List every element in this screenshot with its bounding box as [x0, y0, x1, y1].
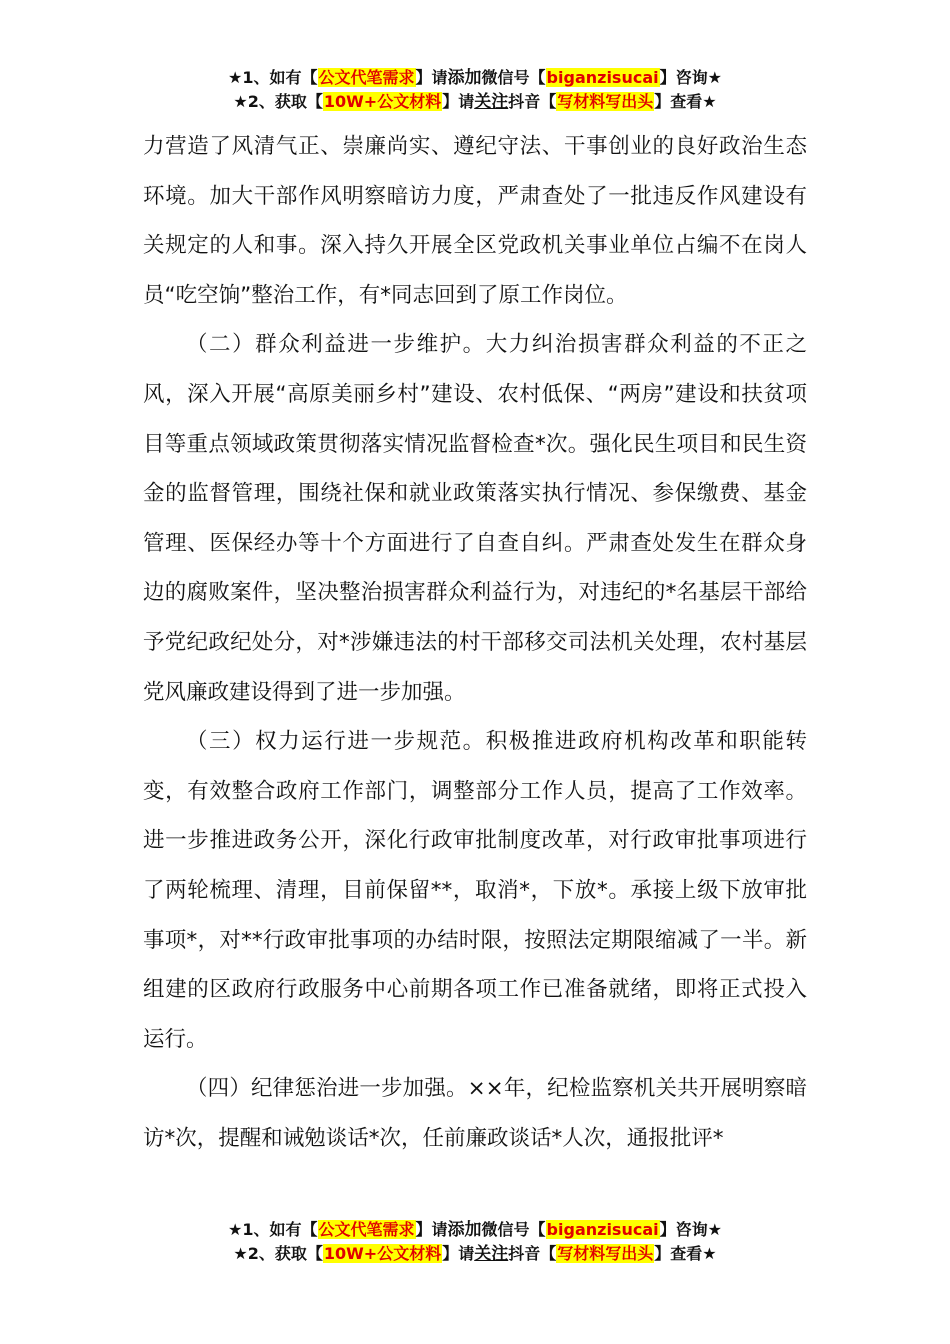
banner-emphasis: 关注: [474, 92, 509, 112]
banner-emphasis: 添加: [447, 1220, 482, 1240]
banner-text: ★1、如有【: [228, 1220, 318, 1239]
highlight-materials: 10W+公文材料: [323, 92, 442, 111]
banner-line-2: [0, 90, 950, 114]
banner-line-2: [0, 1242, 950, 1266]
paragraph-continuation: 力营造了风清气正、崇廉尚实、遵纪守法、干事创业的良好政治生态环境。加大干部作风明察暗访力度，严肃查处了一批违反作风建设有关规定的人和事。深入持久开展全区党政机关事业单位占编不在岗人员“吃空饷”整治工作，有*同志回到了原工作岗位。: [143, 134, 807, 308]
footer-banner: [0, 1218, 950, 1266]
banner-text: 】咨询★: [659, 68, 722, 87]
banner-text: 】请: [415, 68, 448, 87]
banner-line-1: [0, 1218, 950, 1242]
document-body: [143, 122, 807, 1163]
banner-text: 】查看★: [654, 92, 717, 111]
paragraph-section-4: （四）纪律惩治进一步加强。××年，纪检监察机关共开展明察暗访*次，提醒和诫勉谈话*次，任前廉政谈话*人次，通报批评*: [143, 1076, 807, 1151]
highlight-materials: 10W+公文材料: [323, 1244, 442, 1263]
banner-text: 抖音【: [508, 92, 557, 111]
header-banner: [0, 66, 950, 114]
highlight-service: 公文代笔需求: [318, 1220, 415, 1239]
banner-emphasis: 关注: [474, 1244, 509, 1264]
banner-text: 】查看★: [654, 1244, 717, 1263]
highlight-wechat-id: biganzisucai: [546, 68, 659, 87]
highlight-douyin: 写材料写出头: [557, 1244, 654, 1263]
paragraph-section-3: （三）权力运行进一步规范。积极推进政府机构改革和职能转变，有效整合政府工作部门，调整部分工作人员，提高了工作效率。进一步推进政务公开，深化行政审批制度改革，对行政审批事项进行了两轮梳理、清理，目前保留**，取消*，下放*。承接上级下放审批事项*，对**行政审批事项的办结时限，按照法定期限缩减了一半。新组建的区政府行政服务中心前期各项工作已准备就绪，即将正式投入运行。: [143, 729, 807, 1052]
banner-text: 】咨询★: [659, 1220, 722, 1239]
banner-text: ★2、获取【: [233, 1244, 323, 1263]
banner-text: ★1、如有【: [228, 68, 318, 87]
banner-text: 微信号【: [481, 1220, 546, 1239]
paragraph-section-2: （二）群众利益进一步维护。大力纠治损害群众利益的不正之风，深入开展“高原美丽乡村”建设、农村低保、“两房”建设和扶贫项目等重点领域政策贯彻落实情况监督检查*次。强化民生项目和民生资金的监督管理，围绕社保和就业政策落实执行情况、参保缴费、基金管理、医保经办等十个方面进行了自查自纠。严肃查处发生在群众身边的腐败案件，坚决整治损害群众利益行为，对违纪的*名基层干部给予党纪政纪处分，对*涉嫌违法的村干部移交司法机关处理，农村基层党风廉政建设得到了进一步加强。: [143, 332, 807, 705]
banner-text: 】请: [442, 92, 475, 111]
highlight-douyin: 写材料写出头: [557, 92, 654, 111]
banner-text: 微信号【: [481, 68, 546, 87]
banner-emphasis: 添加: [447, 68, 482, 88]
banner-line-1: [0, 66, 950, 90]
banner-text: 】请: [442, 1244, 475, 1263]
banner-text: 抖音【: [508, 1244, 557, 1263]
banner-text: 】请: [415, 1220, 448, 1239]
banner-text: ★2、获取【: [233, 92, 323, 111]
highlight-service: 公文代笔需求: [318, 68, 415, 87]
highlight-wechat-id: biganzisucai: [546, 1220, 659, 1239]
